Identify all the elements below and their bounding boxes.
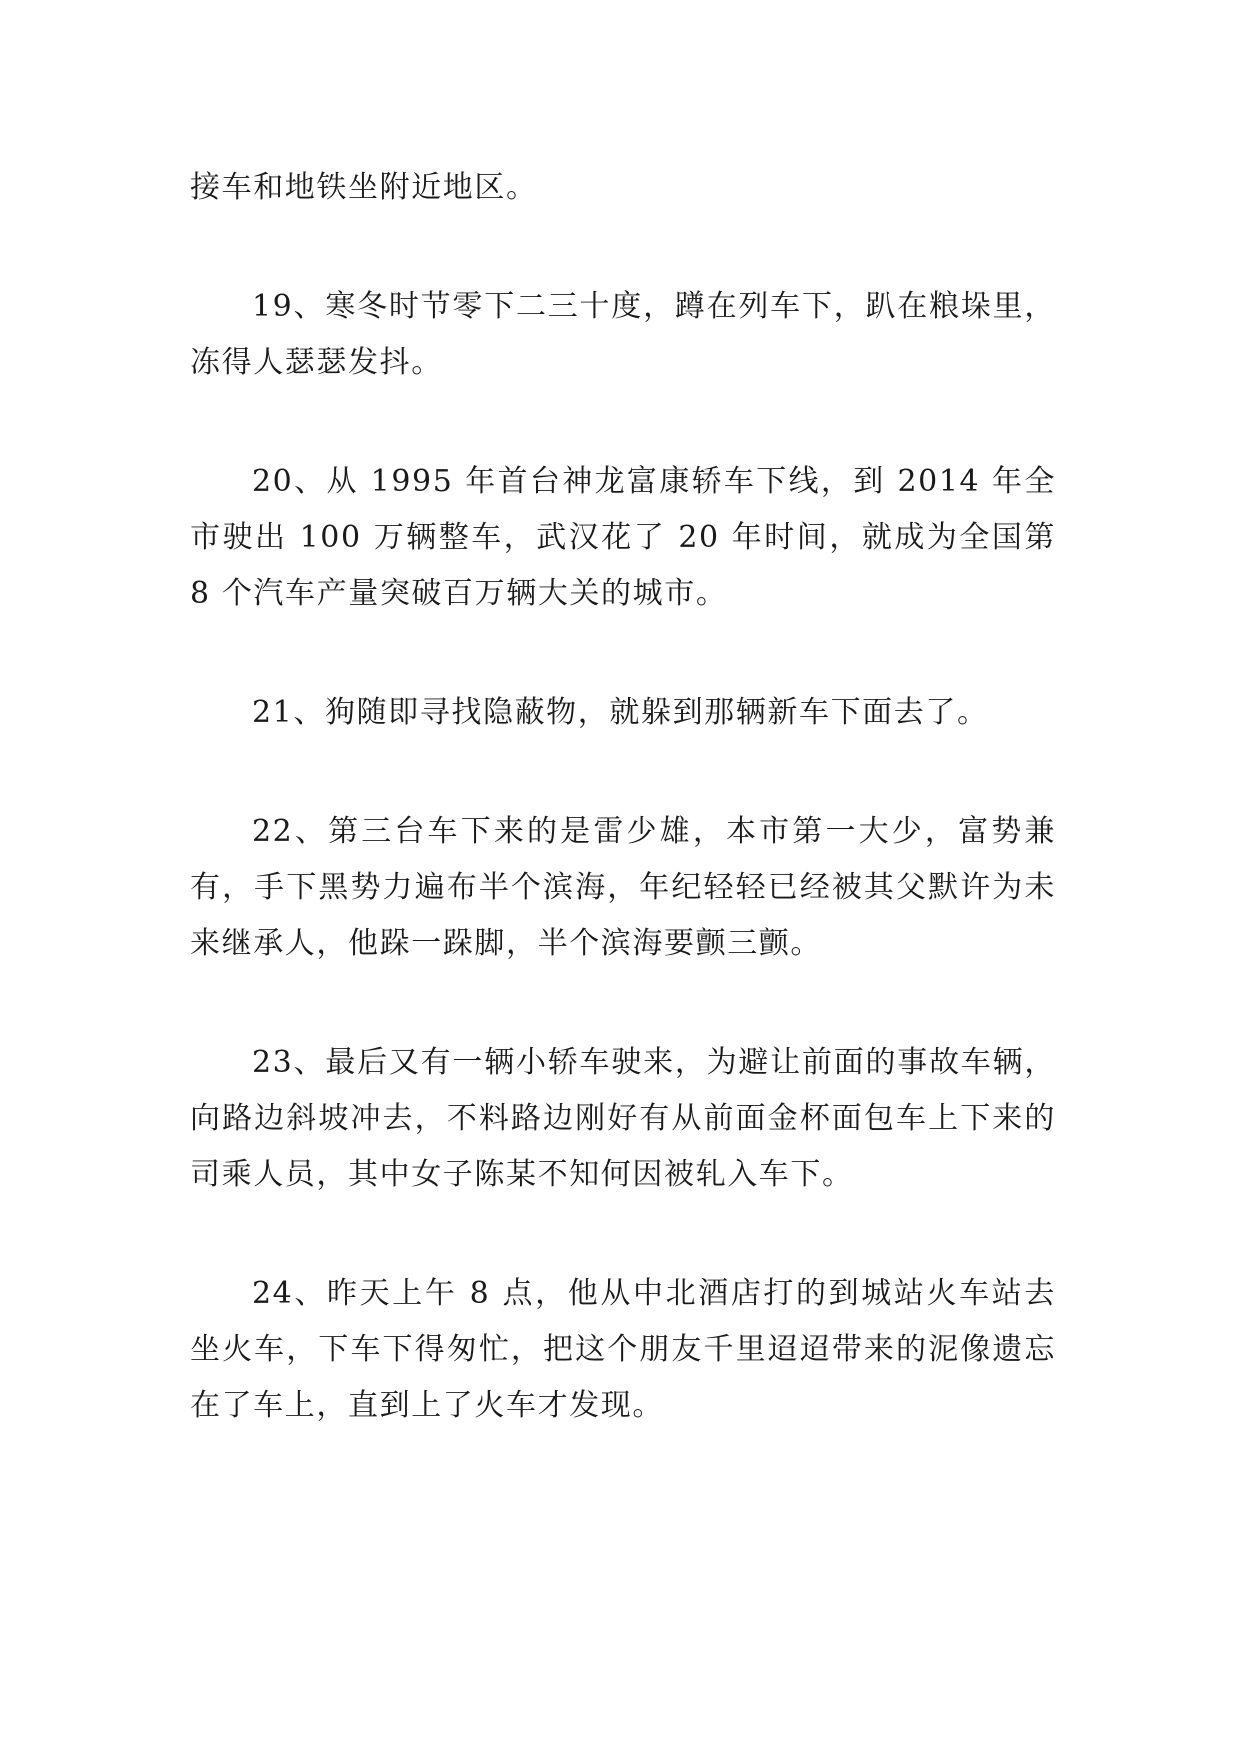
paragraph-22: 22、第三台车下来的是雷少雄，本市第一大少，富势兼有，手下黑势力遍布半个滨海，年纪轻轻已经被其父默许为未来继承人，他跺一跺脚，半个滨海要颤三颤。 xyxy=(190,814,1056,961)
paragraph-20: 20、从 1995 年首台神龙富康轿车下线，到 2014 年全市驶出 100 万辆整车，武汉花了 20 年时间，就成为全国第 8 个汽车产量突破百万辆大关的城市。 xyxy=(190,464,1056,611)
paragraph-23: 23、最后又有一辆小轿车驶来，为避让前面的事故车辆，向路边斜坡冲去，不料路边刚好有从前面金杯面包车上下来的司乘人员，其中女子陈某不知何因被轧入车下。 xyxy=(190,1045,1056,1192)
paragraph-21: 21、狗随即寻找隐蔽物，就躲到那辆新车下面去了。 xyxy=(252,695,989,730)
paragraph-19: 19、寒冬时节零下二三十度，蹲在列车下，趴在粮垛里，冻得人瑟瑟发抖。 xyxy=(190,289,1056,380)
paragraph-continuation: 接车和地铁坐附近地区。 xyxy=(190,170,538,205)
document-body xyxy=(190,160,1056,1497)
paragraph-24: 24、昨天上午 8 点，他从中北酒店打的到城站火车站去坐火车，下车下得匆忙，把这个朋友千里迢迢带来的泥像遗忘在了车上，直到上了火车才发现。 xyxy=(190,1276,1056,1423)
